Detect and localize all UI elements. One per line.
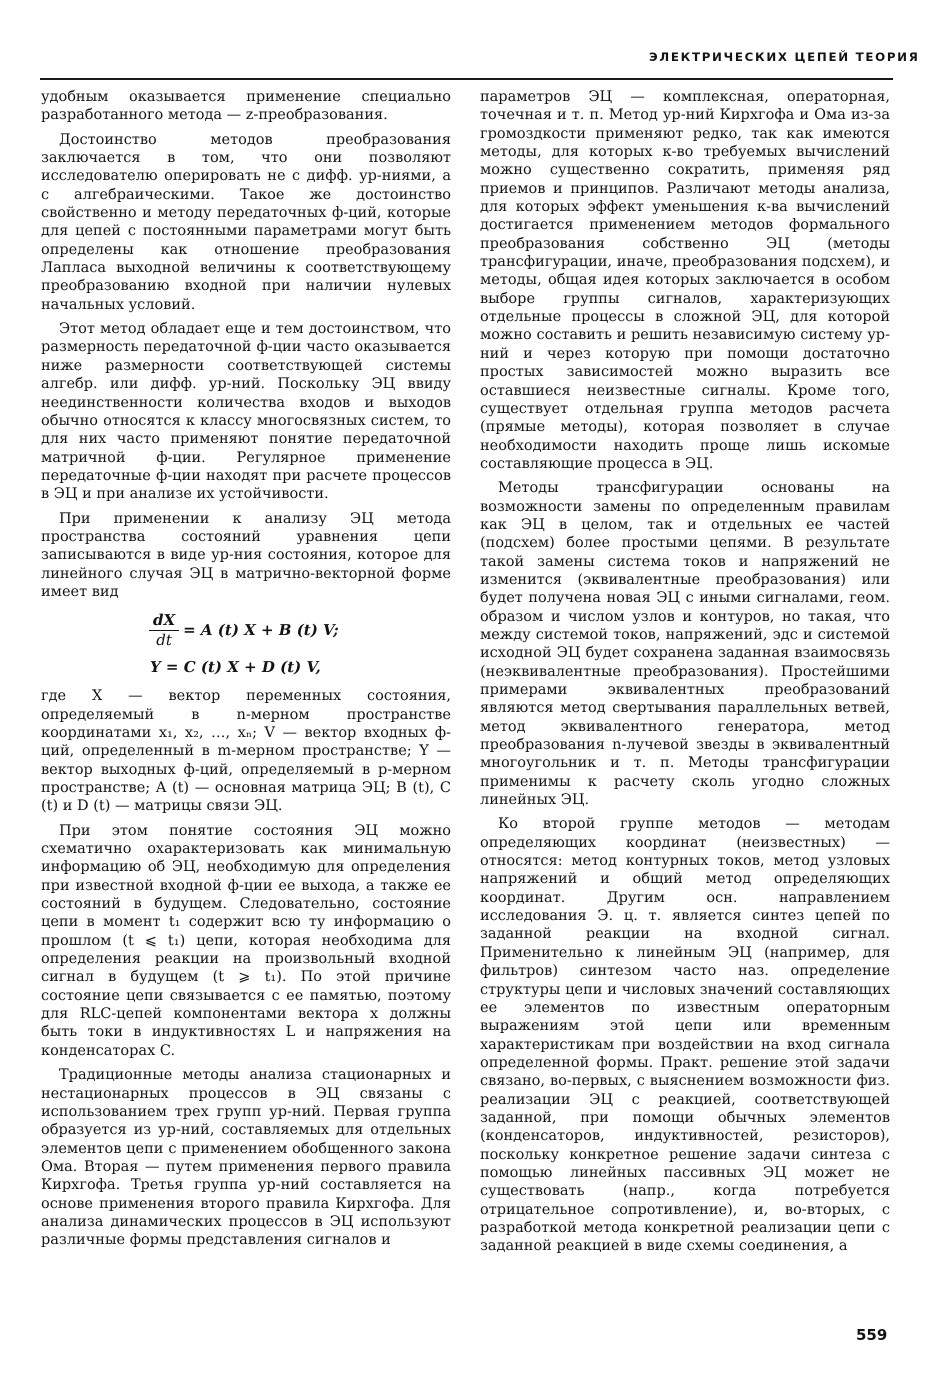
header-rule [40,78,893,80]
derivative-fraction [149,611,179,649]
running-title: ЭЛЕКТРИЧЕСКИХ ЦЕПЕЙ ТЕОРИЯ [649,50,920,64]
fraction-numerator: dX [149,611,179,631]
paragraph: параметров ЭЦ — комплексная, операторная, точечная и т. п. Метод ур-ний Кирхгофа и Ома из-за громоздкости применяют редко, так как имеются методы, для которых к-во требуемых вычислений можно существенно сократить, применяя ряд приемов и принципов. Различают методы анализа, для которых эффект уменьшения к-ва вычислений достигается применением методов формального преобразования собственно ЭЦ (методы трансфигурации, иначе, преобразования подсхем), и методы, общая идея которых заключается в особом выборе группы сигналов, характеризующих отдельные процессы в сложной ЭЦ, для которой можно составить и решить независимую систему ур-ний и через которую при помощи достаточно простых зависимостей можно выразить все оставшиеся неизвестные сигналы. Кроме того, существует отдельная группа методов расчета (прямые методы), которая позволяет в случае необходимости находить проще лишь искомые составляющие процесса в ЭЦ. [480,89,890,472]
state-equation [41,607,451,681]
paragraph: Достоинство методов преобразования заключается в том, что они позволяют исследователю оперировать не с дифф. ур-ниями, а с алгебраическими. Такое же достоинство свойственно и методу передаточных ф-ций, которые для цепей с постоянными параметрами могут быть определены как отношение преобразования Лапласа выходной величины к соответствующему преобразованию входной при наличии нулевых начальных условий. [41,131,451,313]
paragraph: Традиционные методы анализа стационарных и нестационарных процессов в ЭЦ связаны с использованием трех групп ур-ний. Первая группа образуется из ур-ний, составляемых для отдельных элементов цепи с применением обобщенного закона Ома. Вторая — путем применения первого правила Кирхгофа. Третья группа ур-ний составляется на основе применения второго правила Кирхгофа. Для анализа динамических процессов в ЭЦ используют различные формы представления сигналов и [41,1067,451,1249]
paragraph: Методы трансфигурации основаны на возможности замены по определенным правилам как ЭЦ в целом, так и отдельных ее частей (подсхем) более простыми цепями. В результате такой замены система токов и напряжений не изменится (эквивалентные преобразования) или будет получена новая ЭЦ с иными сигналами, геом. образом и числом узлов и контуров, но такая, что между системой токов, напряжений, эдс и системой исходной ЭЦ будет сохранена заданная взаимосвязь (неэквивалентные преобразования). Простейшими примерами эквивалентных преобразований являются метод свертывания параллельных ветвей, метод эквивалентного генератора, метод преобразования n-лучевой звезды в эквивалентный многоугольник и т. п. Методы трансфигурации применимы к расчету сколь угодно сложных линейных ЭЦ. [480,480,890,809]
left-column [41,88,451,1256]
paragraph: Ко второй группе методов — методам определяющих координат (неизвестных) — относятся: метод контурных токов, метод узловых напряжений и общий метод определяющих координат. Другим осн. направлением исследования Э. ц. т. является синтез цепей по заданной реакции на входной сигнал. Применительно к линейным ЭЦ (например, для фильтров) синтезом часто наз. определение структуры цепи и числовых значений составляющих ее элементов по известным операторным выражениям этой цепи или временным характеристикам при воздействии на вход сигнала определенной формы. Практ. решение этой задачи связано, во-первых, с выяснением возможности физ. реализации ЭЦ с реакцией, соответствующей заданной, при помощи обычных элементов (конденсаторов, индуктивностей, резисторов), поскольку конкретное решение задачи синтеза с помощью линейных пассивных ЭЦ может не существовать (напр., когда потребуется отрицательное сопротивление), и, во-вторых, с разработкой метода конкретной реализации цепи с заданной реакцией в виде схемы соединения, а [480,816,890,1255]
equation-line-1: = A (t) X + B (t) V; [183,621,339,640]
fraction-denominator: dt [156,631,172,650]
paragraph: где X — вектор переменных состояния, определяемый в n-мерном пространстве координатами x₁, x₂, …, xₙ; V — вектор входных ф-ций, определенный в m-мерном пространстве; Y — вектор выходных ф-ций, определяемый в p-мерном пространстве; A (t) — основная матрица ЭЦ; B (t), C (t) и D (t) — матрицы связи ЭЦ. [41,688,451,815]
paragraph: При этом понятие состояния ЭЦ можно схематично охарактеризовать как минимальную информацию об ЭЦ, необходимую для определения при известной входной ф-ции ее выхода, а также ее состояний в будущем. Следовательно, состояние цепи в момент t₁ содержит всю ту информацию о прошлом (t ⩽ t₁) цепи, которая необходима для определения реакции на произвольный входной сигнал в будущем (t ⩾ t₁). По этой причине состояние цепи связывается с ее памятью, поэтому для RLC-цепей компонентами вектора x должны быть токи в индуктивностях L и напряжения на конденсаторах C. [41,822,451,1059]
right-column [480,88,890,1262]
paragraph: При применении к анализу ЭЦ метода пространства состояний уравнения цепи записываются в виде ур-ния состояния, которое для линейного случая ЭЦ в матрично-векторной форме имеет вид [41,510,451,600]
paragraph: Этот метод обладает еще и тем достоинством, что размерность передаточной ф-ции часто оказывается ниже размерности соответствующей системы алгебр. или дифф. ур-ний. Поскольку ЭЦ ввиду неединственности количества входов и выходов обычно относятся к классу многосвязных систем, то для них часто применяют понятие передаточной матричной ф-ции. Регулярное применение передаточные ф-ции находят при расчете процессов в ЭЦ и при анализе их устойчивости. [41,321,451,503]
equation-line-2: Y = C (t) X + D (t) V, [150,658,321,677]
page-number: 559 [856,1326,888,1344]
paragraph: удобным оказывается применение специально разработанного метода — z-преобразования. [41,89,451,124]
